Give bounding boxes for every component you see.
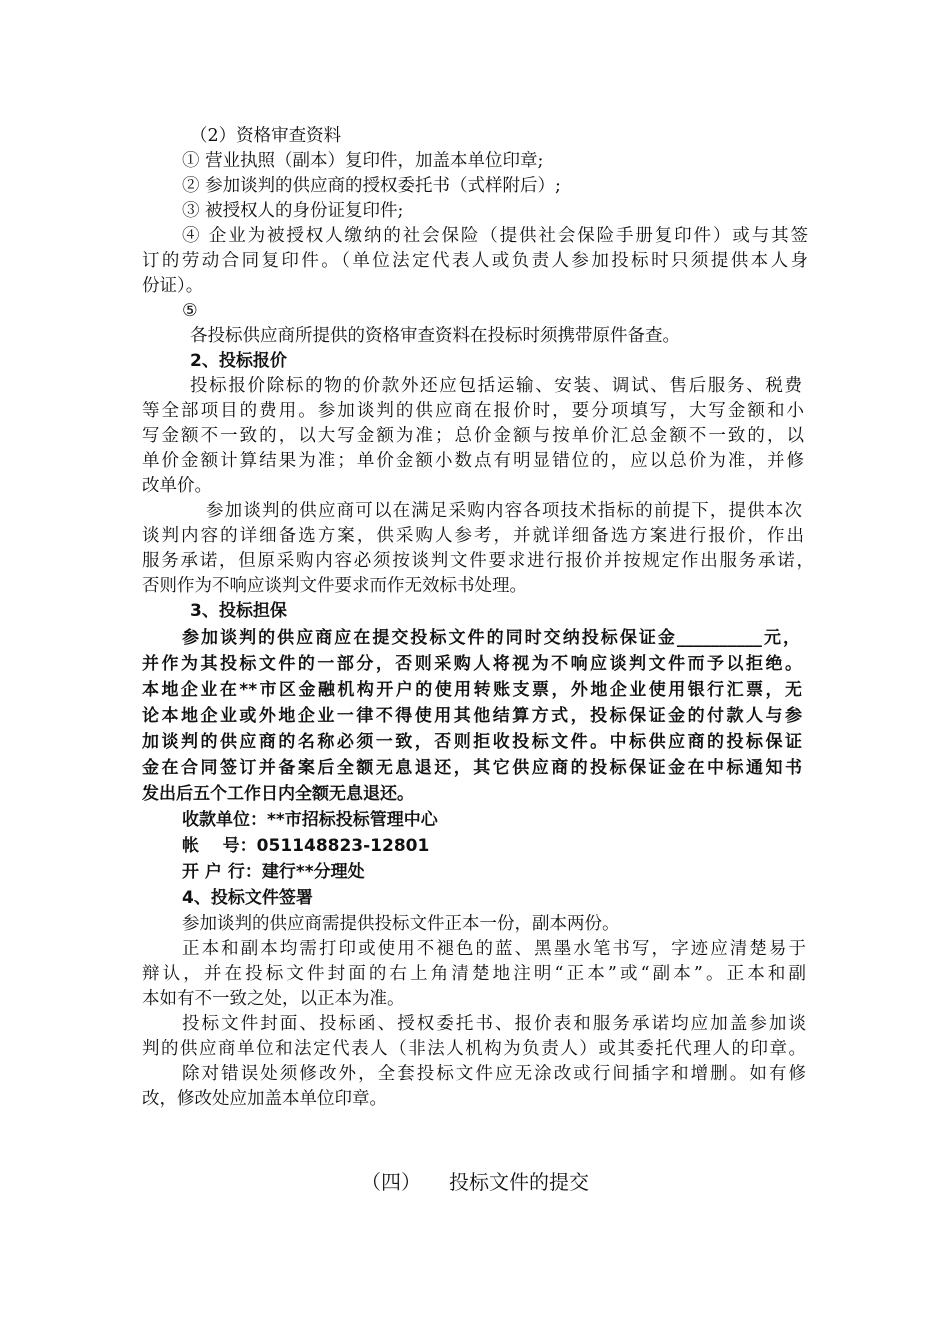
- bank-line: 开 户 行：建行**分理处: [182, 862, 365, 882]
- paragraph-line: 改单价。: [142, 476, 212, 496]
- paragraph-line: 判的供应商单位和法定代表人（非法人机构为负责人）或其委托代理人的印章。: [142, 1039, 806, 1059]
- paragraph-line: 参加谈判的供应商需提供投标文件正本一份，副本两份。: [182, 914, 620, 934]
- section-heading: 3、投标担保: [190, 601, 287, 621]
- paragraph-line: 投标报价除标的物的价款外还应包括运输、安装、调试、售后服务、税费: [190, 376, 802, 396]
- paragraph-line: 并作为其投标文件的一部分，否则采购人将视为不响应谈判文件而予以拒绝。: [142, 654, 802, 674]
- payee-line: 收款单位：**市招标投标管理中心: [182, 810, 438, 830]
- paragraph-line: 单价金额计算结果为准；单价金额小数点有明显错位的，应以总价为准，并修: [142, 451, 804, 471]
- list-item: ④ 企业为被授权人缴纳的社会保险（提供社会保险手册复印件）或与其签: [182, 226, 808, 246]
- section-heading: 2、投标报价: [190, 351, 287, 371]
- note: 各投标供应商所提供的资格审查资料在投标时须携带原件备查。: [190, 326, 680, 346]
- paragraph-line: 参加谈判的供应商可以在满足采购内容各项技术指标的前提下，提供本次: [206, 501, 802, 521]
- section-heading: 4、投标文件签署: [182, 888, 313, 908]
- list-item: ① 营业执照（副本）复印件，加盖本单位印章;: [182, 151, 544, 171]
- paragraph-line: 发出后五个工作日内全额无息退还。: [142, 784, 414, 804]
- section-title: 投标文件的提交: [449, 1170, 589, 1194]
- paragraph-line: 正本和副本均需打印或使用不褪色的蓝、黑墨水笔书写，字迹应清楚易于: [182, 939, 806, 959]
- list-item: ⑤: [182, 301, 198, 321]
- paragraph-line: 投标文件封面、投标函、授权委托书、报价表和服务承诺均应加盖参加谈: [182, 1014, 806, 1034]
- paragraph-line: 除对错误处须修改外，全套投标文件应无涂改或行间插字和增删。如有修: [182, 1064, 806, 1084]
- paragraph-line: 等全部项目的费用。参加谈判的供应商在报价时，要分项填写，大写金额和小: [142, 401, 804, 421]
- paragraph-line: 服务承诺，但原采购内容必须按谈判文件要求进行报价并按规定作出服务承诺，: [142, 551, 814, 571]
- section-title: （2）资格审查资料: [190, 126, 342, 146]
- paragraph-line: 本地企业在**市区金融机构开户的使用转账支票，外地企业使用银行汇票，无: [142, 680, 802, 700]
- section-number: （四）: [361, 1170, 421, 1194]
- list-item: ③ 被授权人的身份证复印件;: [182, 201, 404, 221]
- paragraph-line: 谈判内容的详细备选方案，供采购人参考，并就详细备选方案进行报价，作出: [142, 526, 804, 546]
- paragraph-line: 写金额不一致的，以大写金额为准；总价金额与按单价汇总金额不一致的，以: [142, 426, 804, 446]
- section-heading-next: [0, 1166, 950, 1198]
- paragraph-line: 参加谈判的供应商应在提交投标文件的同时交纳投标保证金__________元，: [182, 628, 800, 648]
- paragraph-line: 改，修改处应加盖本单位印章。: [142, 1089, 387, 1109]
- paragraph-line: 本如有不一致之处，以正本为准。: [142, 989, 405, 1009]
- paragraph-line: 否则作为不响应谈判文件要求而作无效标书处理。: [142, 576, 527, 596]
- paragraph-line: 论本地企业或外地企业一律不得使用其他结算方式，投标保证金的付款人与参: [142, 706, 802, 726]
- list-item: 订的劳动合同复印件。（单位法定代表人或负责人参加投标时只须提供本人身: [142, 251, 808, 271]
- list-item: 份证）。: [142, 276, 204, 296]
- paragraph-line: 辩认，并在投标文件封面的右上角清楚地注明“正本”或“副本”。正本和副: [142, 964, 806, 984]
- paragraph-line: 金在合同签订并备案后全额无息退还，其它供应商的投标保证金在中标通知书: [142, 758, 802, 778]
- paragraph-line: 加谈判的供应商的名称必须一致，否则拒收投标文件。中标供应商的投标保证: [142, 732, 802, 752]
- account-line: 帐 号：051148823-12801: [182, 836, 430, 856]
- list-item: ② 参加谈判的供应商的授权委托书（式样附后）;: [182, 176, 561, 196]
